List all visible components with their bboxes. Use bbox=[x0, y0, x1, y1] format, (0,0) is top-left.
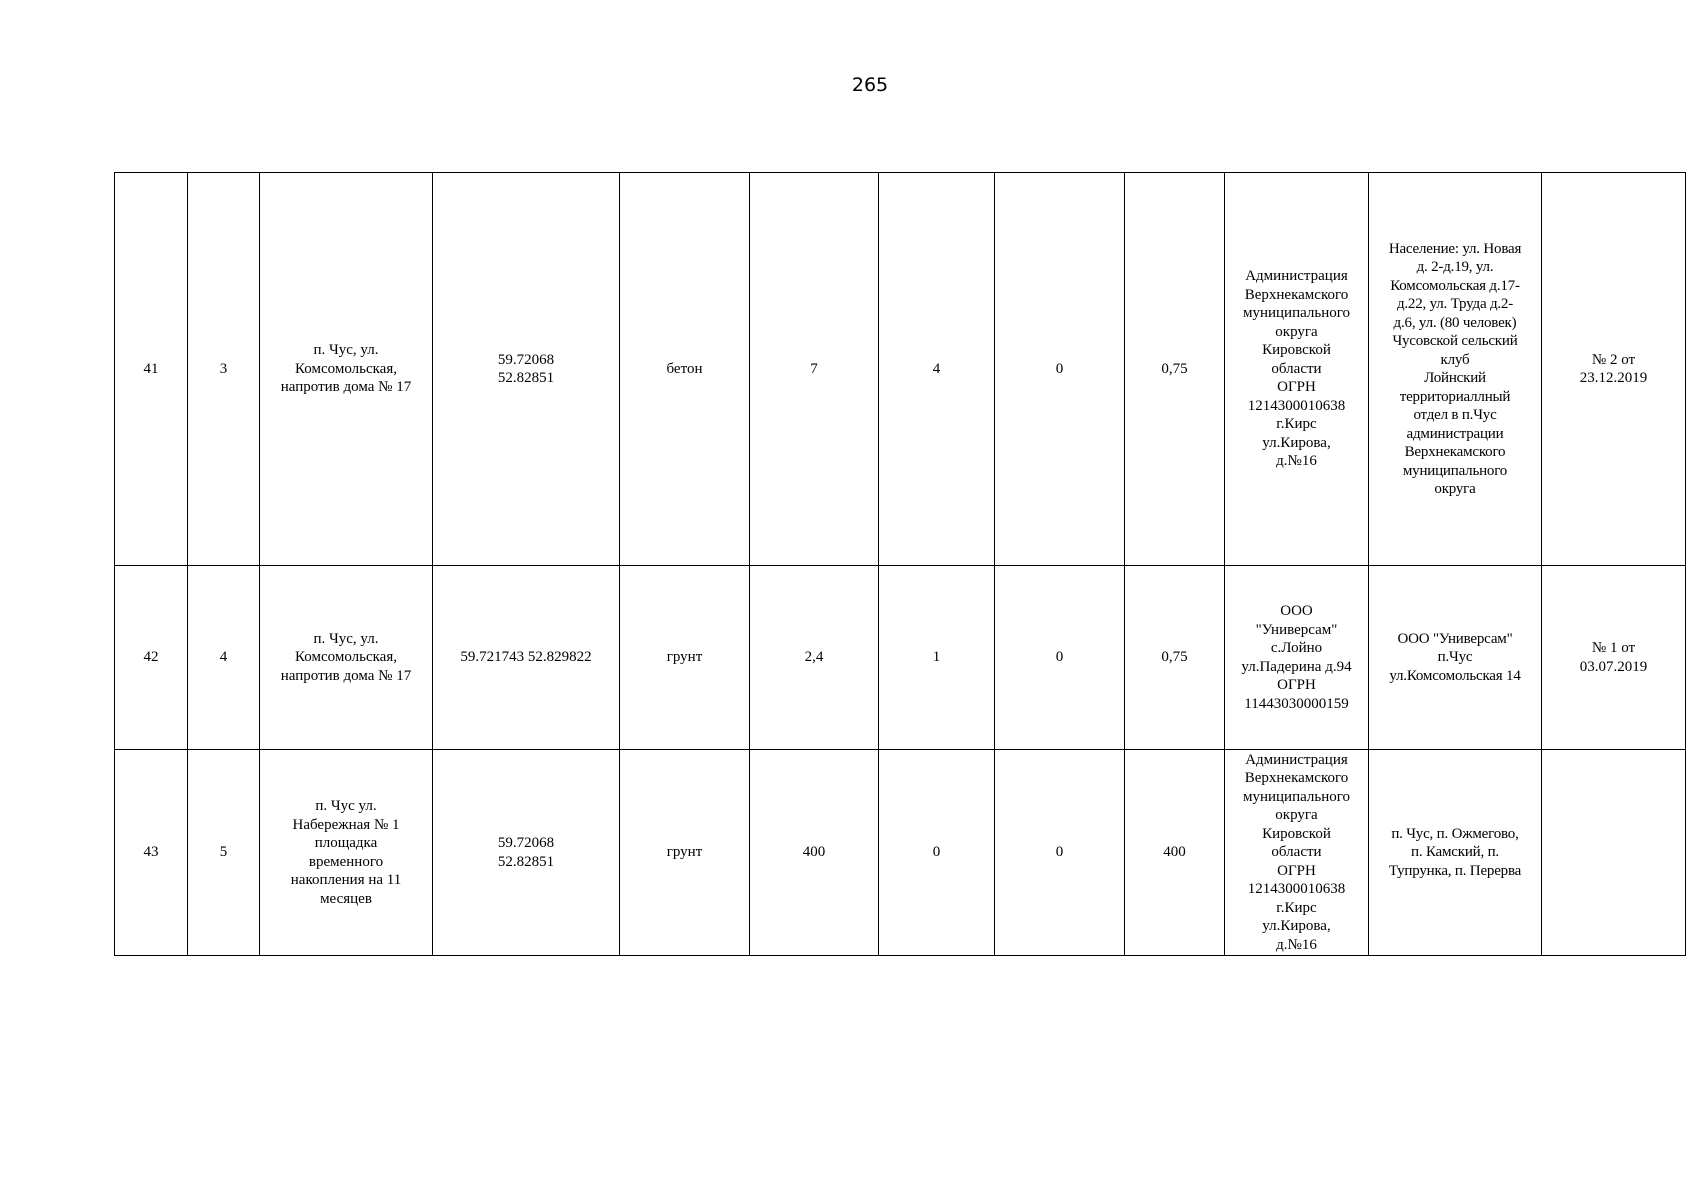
surface-cell: бетон bbox=[620, 173, 750, 566]
row-number-cell: 41 bbox=[115, 173, 188, 566]
waste-site-registry-table bbox=[114, 172, 1686, 956]
coordinates-cell: 59.72068 52.82851 bbox=[433, 750, 620, 956]
table-row bbox=[115, 750, 1686, 956]
sub-number-cell: 3 bbox=[188, 173, 260, 566]
surface-cell: грунт bbox=[620, 750, 750, 956]
containers-cell: 4 bbox=[879, 173, 995, 566]
address-cell: п. Чус, ул. Комсомольская, напротив дома № 17 bbox=[260, 566, 433, 750]
sources-cell: ООО "Универсам" п.Чус ул.Комсомольская 14 bbox=[1369, 566, 1542, 750]
coordinates-cell: 59.721743 52.829822 bbox=[433, 566, 620, 750]
surface-cell: грунт bbox=[620, 566, 750, 750]
coordinates-cell: 59.72068 52.82851 bbox=[433, 173, 620, 566]
area-cell: 7 bbox=[750, 173, 879, 566]
owner-cell: Администрация Верхнекамского муниципального округа Кировской области ОГРН 1214300010638 г.Кирс ул.Кирова, д.№16 bbox=[1225, 173, 1369, 566]
sub-number-cell: 5 bbox=[188, 750, 260, 956]
decision-cell: № 2 от 23.12.2019 bbox=[1542, 173, 1686, 566]
owner-cell: Администрация Верхнекамского муниципального округа Кировской области ОГРН 1214300010638 г.Кирс ул.Кирова, д.№16 bbox=[1225, 750, 1369, 956]
containers-cell: 0 bbox=[879, 750, 995, 956]
address-cell: п. Чус ул. Набережная № 1 площадка временного накопления на 11 месяцев bbox=[260, 750, 433, 956]
bunkers-cell: 0 bbox=[995, 566, 1125, 750]
row-number-cell: 43 bbox=[115, 750, 188, 956]
owner-cell: ООО "Универсам" с.Лойно ул.Падерина д.94 ОГРН 11443030000159 bbox=[1225, 566, 1369, 750]
bunkers-cell: 0 bbox=[995, 173, 1125, 566]
decision-cell bbox=[1542, 750, 1686, 956]
area-cell: 2,4 bbox=[750, 566, 879, 750]
address-cell: п. Чус, ул. Комсомольская, напротив дома № 17 bbox=[260, 173, 433, 566]
containers-cell: 1 bbox=[879, 566, 995, 750]
volume-cell: 0,75 bbox=[1125, 566, 1225, 750]
decision-cell: № 1 от 03.07.2019 bbox=[1542, 566, 1686, 750]
volume-cell: 0,75 bbox=[1125, 173, 1225, 566]
volume-cell: 400 bbox=[1125, 750, 1225, 956]
page-number: 265 bbox=[851, 74, 889, 96]
area-cell: 400 bbox=[750, 750, 879, 956]
row-number-cell: 42 bbox=[115, 566, 188, 750]
sources-cell: п. Чус, п. Ожмегово, п. Камский, п. Тупрунка, п. Перерва bbox=[1369, 750, 1542, 956]
table-row bbox=[115, 566, 1686, 750]
sources-cell: Население: ул. Новая д. 2-д.19, ул. Комсомольская д.17- д.22, ул. Труда д.2- д.6, ул. (80 человек) Чусовской сельский клуб Лойнский территориаллный отдел в п.Чус администрации Верхнекамского муниципального округа bbox=[1369, 173, 1542, 566]
bunkers-cell: 0 bbox=[995, 750, 1125, 956]
table-row bbox=[115, 173, 1686, 566]
sub-number-cell: 4 bbox=[188, 566, 260, 750]
